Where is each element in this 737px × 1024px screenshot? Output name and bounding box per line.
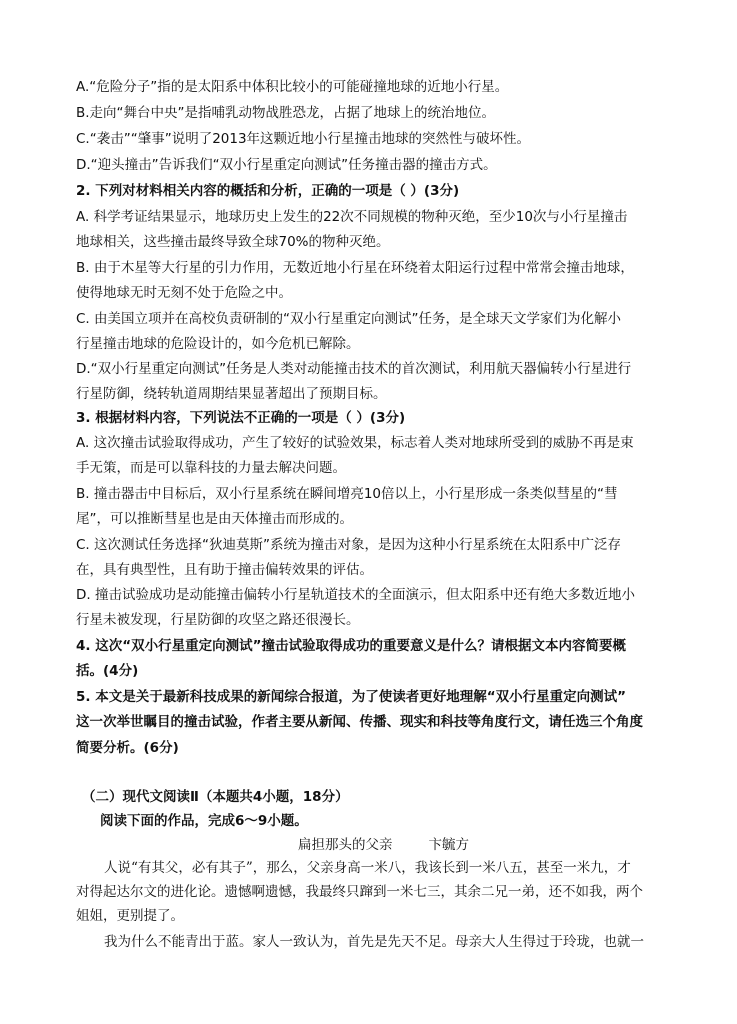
passage-line: 姐姐，更别提了。	[76, 908, 184, 924]
q2-line: B. 由于木星等大行星的引力作用，无数近地小行星在环绕着太阳运行过程中常常会撞击地球，	[76, 260, 634, 276]
q2-line: 行星防御，绕转轨道周期结果显著超出了预期目标。	[76, 386, 387, 402]
q3-line: A. 这次撞击试验取得成功，产生了较好的试验效果，标志着人类对地球所受到的威胁不再是束	[76, 435, 634, 451]
q2-line: 地球相关，这些撞击最终导致全球70%的物种灭绝。	[76, 234, 390, 250]
q1-option-c: C.“袭击”“肇事”说明了2013年这颗近地小行星撞击地球的突然性与破坏性。	[76, 131, 531, 147]
q1-option-b: B.走向“舞台中央”是指哺乳动物战胜恐龙，占据了地球上的统治地位。	[76, 105, 496, 121]
q3-line: B. 撞击器击中目标后，双小行星系统在瞬间增亮10倍以上，小行星形成一条类似彗星的“彗	[76, 486, 618, 502]
passage-title: 扁担那头的父亲	[298, 837, 393, 853]
q5-line: 这一次举世瞩目的撞击试验，作者主要从新闻、传播、现实和科技等角度行文，请任选三个角度	[76, 714, 643, 730]
q4-line: 括。(4分)	[76, 663, 139, 679]
q4-line: 4. 这次“双小行星重定向测试”撞击试验取得成功的重要意义是什么？请根据文本内容简要概	[76, 638, 626, 654]
q2-line: C. 由美国立项并在高校负责研制的“双小行星重定向测试”任务，是全球天文学家们为化解小	[76, 311, 621, 327]
q3-line: 尾”，可以推断彗星也是由天体撞击而形成的。	[76, 511, 353, 527]
q2-line: D.“双小行星重定向测试”任务是人类对动能撞击技术的首次测试，利用航天器偏转小行星进行	[76, 361, 632, 377]
section-heading: （二）现代文阅读Ⅱ（本题共4小题，18分）	[82, 789, 349, 805]
passage-line: 对得起达尔文的进化论。遗憾啊遗憾，我最终只蹿到一米七三，其余二兄一弟，还不如我，两个	[76, 884, 643, 900]
passage-line: 人说“有其父，必有其子”，那么，父亲身高一米八，我该长到一米八五，甚至一米九，才	[104, 860, 631, 876]
passage-line: 我为什么不能青出于蓝。家人一致认为，首先是先天不足。母亲大人生得过于玲珑，也就一	[104, 934, 644, 950]
q2-stem: 2. 下列对材料相关内容的概括和分析，正确的一项是（ ）(3分)	[76, 183, 460, 199]
section-instruction: 阅读下面的作品，完成6～9小题。	[100, 813, 308, 829]
q2-line: A. 科学考证结果显示，地球历史上发生的22次不同规模的物种灭绝，至少10次与小行星撞击	[76, 209, 628, 225]
q5-line: 简要分析。(6分)	[76, 740, 179, 756]
q3-stem: 3. 根据材料内容，下列说法不正确的一项是（ ）(3分)	[76, 410, 406, 426]
q3-line: 在，具有典型性，且有助于撞击偏转效果的评估。	[76, 562, 373, 578]
q1-option-a: A.“危险分子”指的是太阳系中体积比较小的可能碰撞地球的近地小行星。	[76, 79, 509, 95]
passage-author: 卞毓方	[428, 837, 469, 853]
q2-line: 使得地球无时无刻不处于危险之中。	[76, 285, 292, 301]
q5-line: 5. 本文是关于最新科技成果的新闻综合报道，为了使读者更好地理解“双小行星重定向测试”	[76, 689, 626, 705]
q2-line: 行星撞击地球的危险设计的，如今危机已解除。	[76, 336, 360, 352]
q3-line: D. 撞击试验成功是动能撞击偏转小行星轨道技术的全面演示，但太阳系中还有绝大多数近地小	[76, 587, 635, 603]
passage-title-line	[298, 836, 558, 854]
q1-option-d: D.“迎头撞击”告诉我们“双小行星重定向测试”任务撞击器的撞击方式。	[76, 157, 497, 173]
q3-line: 行星未被发现，行星防御的攻坚之路还很漫长。	[76, 612, 360, 628]
q3-line: 手无策，而是可以靠科技的力量去解决问题。	[76, 460, 346, 476]
q3-line: C. 这次测试任务选择“狄迪莫斯”系统为撞击对象，是因为这种小行星系统在太阳系中广泛存	[76, 537, 621, 553]
